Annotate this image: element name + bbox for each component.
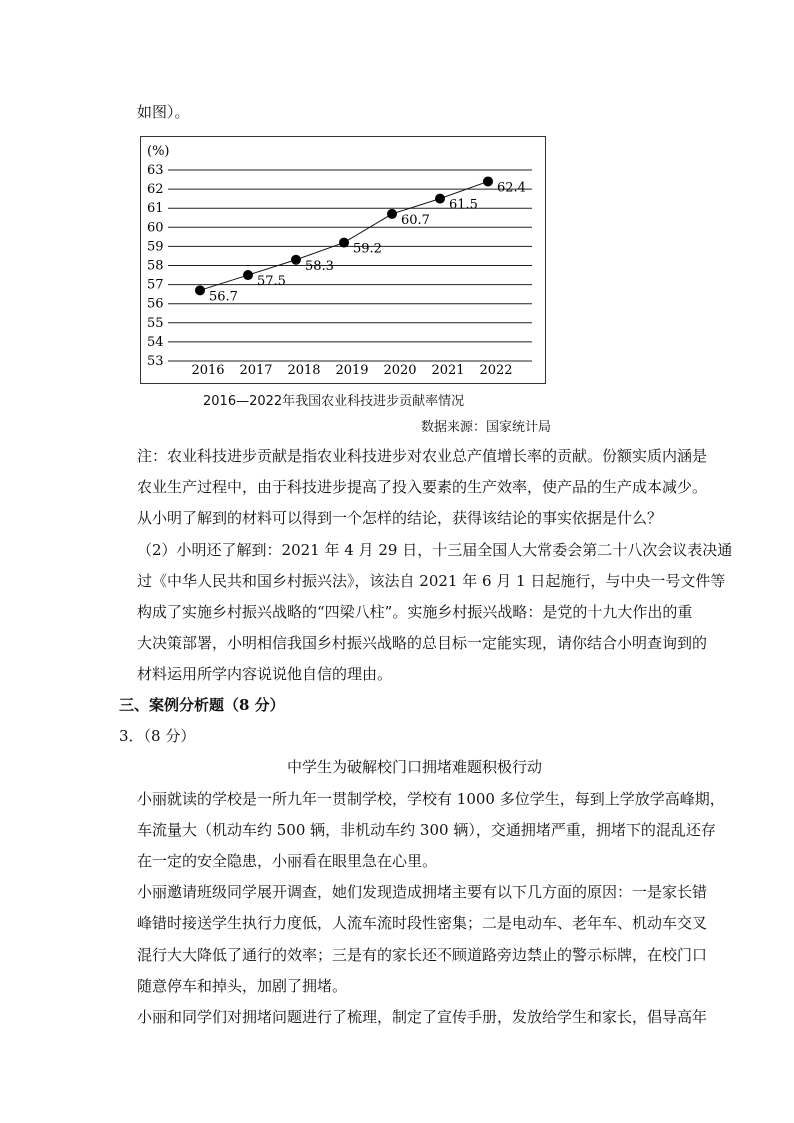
data-label: 60.7 <box>401 212 430 228</box>
data-point <box>483 176 493 186</box>
data-point <box>195 285 205 295</box>
case-line: 小丽就读的学校是一所九年一贯制学校，学校有 1000 多位学生，每到上学放学高峰期， <box>137 790 725 808</box>
y-tick-label: 61 <box>147 201 164 217</box>
y-tick-label: 54 <box>147 334 164 350</box>
chart-source: 数据来源：国家统计局 <box>421 420 552 435</box>
y-tick-labels <box>147 163 164 369</box>
data-label: 56.7 <box>209 289 238 305</box>
data-label: 62.4 <box>497 180 526 196</box>
case-line: 小丽邀请班级同学展开调查，她们发现造成拥堵主要有以下几方面的原因：一是家长错 <box>137 883 708 901</box>
data-label: 61.5 <box>449 197 478 213</box>
data-point <box>243 270 253 280</box>
case-line: 混行大大降低了通行的效率；三是有的家长还不顾道路旁边禁止的警示标牌，在校门口 <box>137 946 708 964</box>
x-tick-labels <box>191 363 512 378</box>
y-tick-label: 62 <box>147 182 164 198</box>
x-tick-label: 2021 <box>431 363 465 378</box>
paragraph-line: 材料运用所学内容说说他自信的理由。 <box>137 665 393 683</box>
section-heading: 三、案例分析题（8 分） <box>119 696 285 714</box>
paragraph-line: 从小明了解到的材料可以得到一个怎样的结论，获得该结论的事实依据是什么？ <box>137 509 663 527</box>
data-label: 59.2 <box>353 241 382 257</box>
data-point <box>387 209 397 219</box>
case-line: 随意停车和掉头，加剧了拥堵。 <box>137 977 348 995</box>
paragraph-line: 农业生产过程中，由于科技进步提高了投入要素的生产效率，使产品的生产成本减少。 <box>137 478 708 496</box>
y-tick-label: 57 <box>147 277 164 293</box>
data-label: 57.5 <box>257 274 286 290</box>
x-tick-label: 2018 <box>287 363 321 378</box>
y-tick-label: 59 <box>147 239 164 255</box>
chart-title: 2016—2022年我国农业科技进步贡献率情况 <box>203 394 465 409</box>
x-tick-label: 2019 <box>335 363 369 378</box>
x-tick-label: 2017 <box>239 363 273 378</box>
y-tick-label: 63 <box>147 163 164 178</box>
chart-svg <box>141 137 545 383</box>
y-tick-label: 58 <box>147 258 164 274</box>
paragraph-line: 注：农业科技进步贡献是指农业科技进步对农业总产值增长率的贡献。份额实质内涵是 <box>137 447 708 465</box>
data-point <box>435 194 445 204</box>
intro-text: 如图）。 <box>137 103 190 121</box>
data-point <box>339 238 349 248</box>
y-tick-label: 55 <box>147 315 164 331</box>
y-tick-label: 56 <box>147 296 164 312</box>
paragraph-line: 构成了实施乡村振兴战略的“四梁八柱”。实施乡村振兴战略：是党的十九大作出的重 <box>137 603 693 621</box>
series-line-group <box>195 176 526 304</box>
x-tick-label: 2020 <box>383 363 417 378</box>
data-label: 58.3 <box>305 258 334 274</box>
data-point <box>291 255 301 265</box>
case-line: 小丽和同学们对拥堵问题进行了梳理，制定了宣传手册，发放给学生和家长，倡导高年 <box>137 1008 708 1026</box>
x-tick-label: 2016 <box>191 363 225 378</box>
y-axis-label: (%) <box>147 144 170 159</box>
paragraph-line: （2）小明还了解到：2021 年 4 月 29 日，十三届全国人大常委会第二十八次会议表决通 <box>137 541 733 559</box>
x-tick-label: 2022 <box>479 363 513 378</box>
case-title: 中学生为破解校门口拥堵难题积极行动 <box>287 758 543 776</box>
case-line: 车流量大（机动车约 500 辆，非机动车约 300 辆），交通拥堵严重，拥堵下的混乱还存 <box>137 821 716 839</box>
y-tick-label: 53 <box>147 354 164 369</box>
case-line: 峰错时接送学生执行力度低，人流车流时段性密集；二是电动车、老年车、机动车交叉 <box>137 914 708 932</box>
paragraph-line: 过《中华人民共和国乡村振兴法》，该法自 2021 年 6 月 1 日起施行，与中央一号文件等 <box>137 572 726 590</box>
paragraph-line: 大决策部署，小明相信我国乡村振兴战略的总目标一定能实现，请你结合小明查询到的 <box>137 634 708 652</box>
line-chart <box>140 136 546 384</box>
case-line: 在一定的安全隐患，小丽看在眼里急在心里。 <box>137 852 438 870</box>
question-number: 3．（8 分） <box>119 727 196 745</box>
y-tick-label: 60 <box>147 220 164 236</box>
